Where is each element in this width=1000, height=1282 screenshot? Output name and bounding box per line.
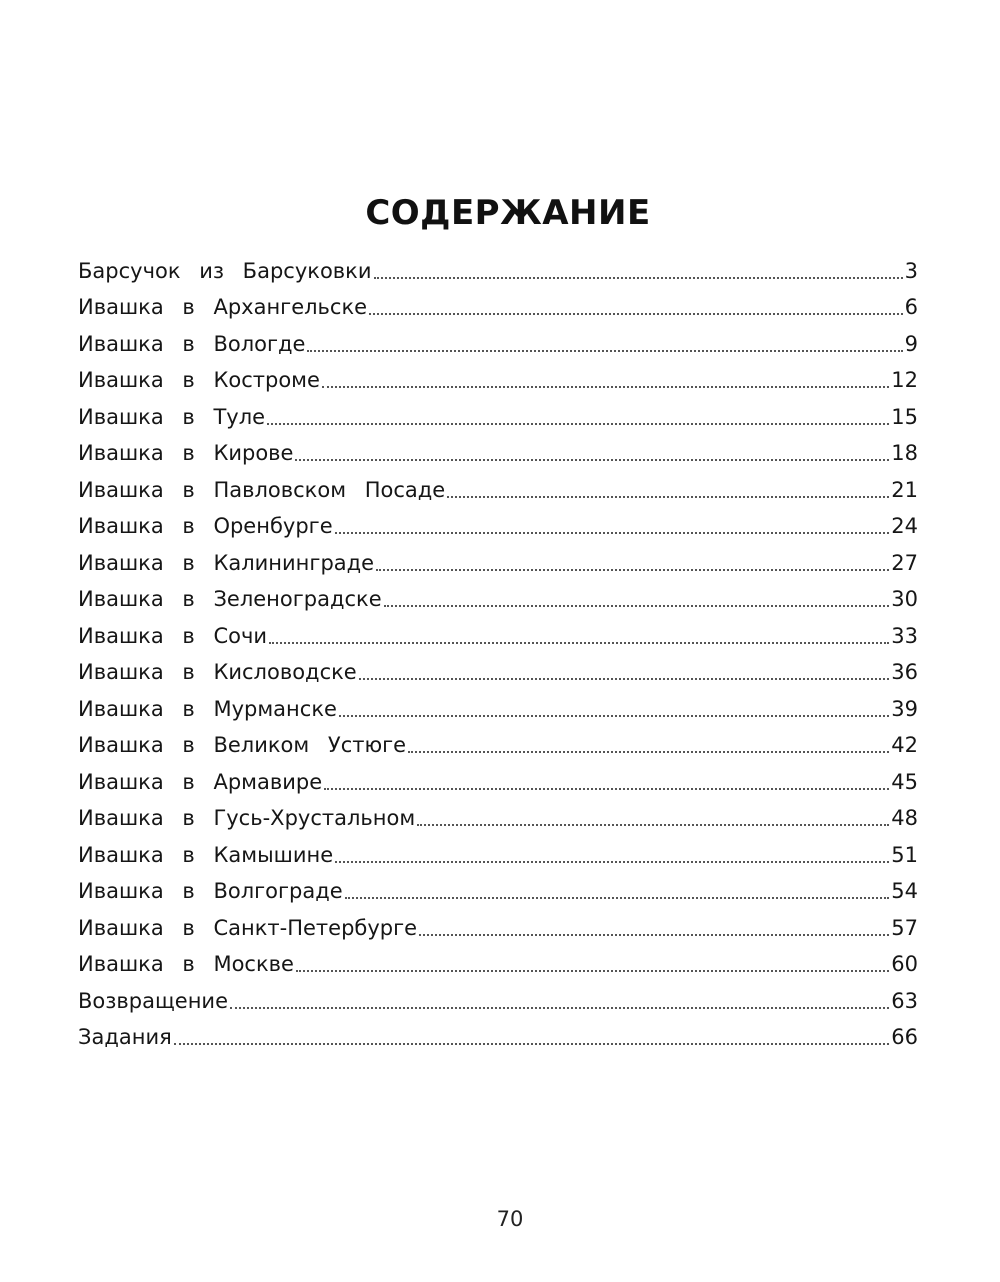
toc-entry-page: 54	[891, 879, 918, 903]
toc-entry-page: 30	[891, 587, 918, 611]
dot-leader	[447, 496, 889, 498]
toc-entry-title: Барсучок из Барсуковки	[78, 258, 372, 283]
dot-leader	[417, 824, 889, 826]
toc-entry[interactable]	[78, 468, 918, 505]
toc-entry[interactable]	[78, 578, 918, 615]
table-of-contents	[78, 249, 918, 1052]
toc-entry-title: Ивашка в Армавире	[78, 769, 323, 794]
toc-entry-title: Ивашка в Павловском Посаде	[78, 477, 446, 502]
toc-entry-title: Ивашка в Гусь-Хрустальном	[78, 806, 416, 830]
toc-entry-page: 15	[891, 404, 918, 429]
toc-entry-page: 36	[891, 660, 918, 684]
toc-entry-page: 18	[891, 441, 918, 465]
toc-entry-page: 57	[891, 915, 918, 940]
toc-entry-title: Ивашка в Москве	[78, 952, 294, 976]
dot-leader	[339, 715, 889, 717]
dot-leader	[295, 459, 889, 461]
dot-leader	[296, 970, 889, 972]
dot-leader	[408, 751, 889, 753]
dot-leader	[269, 642, 889, 644]
toc-entry-page: 33	[891, 623, 918, 648]
toc-entry-page: 48	[891, 806, 918, 830]
dot-leader	[369, 313, 903, 315]
toc-entry-title: Ивашка в Мурманске	[78, 696, 337, 721]
toc-entry-page: 24	[891, 514, 918, 538]
dot-leader	[359, 678, 890, 680]
toc-entry-page: 66	[891, 1025, 918, 1049]
toc-entry[interactable]	[78, 359, 918, 396]
page-title: СОДЕРЖАНИЕ	[365, 192, 651, 233]
toc-entry-page: 42	[891, 733, 918, 757]
toc-entry[interactable]	[78, 322, 918, 359]
dot-leader	[335, 532, 890, 534]
toc-entry-title: Ивашка в Камышине	[78, 842, 334, 867]
dot-leader	[345, 897, 890, 899]
toc-entry[interactable]	[78, 286, 918, 323]
toc-entry-title: Ивашка в Зеленоградске	[78, 587, 382, 611]
toc-entry-title: Ивашка в Архангельске	[78, 295, 368, 319]
toc-entry[interactable]	[78, 833, 918, 870]
dot-leader	[335, 861, 889, 863]
dot-leader	[174, 1043, 890, 1045]
dot-leader	[384, 605, 890, 607]
dot-leader	[322, 386, 889, 388]
dot-leader	[374, 277, 903, 279]
toc-entry-page: 21	[891, 477, 918, 502]
toc-entry-title: Ивашка в Санкт-Петербурге	[78, 915, 418, 940]
toc-entry-title: Ивашка в Кисловодске	[78, 660, 357, 684]
toc-entry[interactable]	[78, 249, 918, 286]
dot-leader	[324, 788, 889, 790]
toc-entry[interactable]	[78, 870, 918, 907]
toc-entry-title: Ивашка в Сочи	[78, 623, 268, 648]
toc-entry-page: 39	[891, 696, 918, 721]
toc-entry[interactable]	[78, 395, 918, 432]
toc-entry[interactable]	[78, 906, 918, 943]
toc-entry-title: Ивашка в Великом Устюге	[78, 733, 407, 757]
toc-entry[interactable]	[78, 651, 918, 688]
toc-entry-page: 3	[904, 258, 918, 283]
toc-entry-title: Ивашка в Оренбурге	[78, 514, 333, 538]
toc-entry-title: Ивашка в Волгограде	[78, 879, 343, 903]
toc-entry[interactable]	[78, 505, 918, 542]
dot-leader	[419, 934, 889, 936]
toc-entry-title: Ивашка в Кирове	[78, 441, 294, 465]
toc-entry-page: 51	[891, 842, 918, 867]
toc-entry-page: 60	[891, 952, 918, 976]
toc-entry-title: Возвращение	[78, 988, 228, 1013]
toc-entry[interactable]	[78, 687, 918, 724]
toc-entry[interactable]	[78, 979, 918, 1016]
dot-leader	[230, 1007, 889, 1009]
toc-entry[interactable]	[78, 724, 918, 761]
toc-entry[interactable]	[78, 1016, 918, 1053]
dot-leader	[307, 350, 902, 352]
toc-entry-page: 6	[904, 295, 918, 319]
toc-entry[interactable]	[78, 541, 918, 578]
toc-entry[interactable]	[78, 760, 918, 797]
toc-entry-title: Ивашка в Вологде	[78, 331, 306, 356]
toc-entry-page: 9	[904, 331, 918, 356]
toc-entry-title: Ивашка в Туле	[78, 404, 266, 429]
toc-entry-page: 45	[891, 769, 918, 794]
toc-entry[interactable]	[78, 797, 918, 834]
toc-entry-title: Ивашка в Костроме	[78, 368, 320, 392]
toc-entry-page: 63	[891, 988, 918, 1013]
page-number: 70	[496, 1207, 524, 1231]
toc-entry-title: Задания	[78, 1025, 172, 1049]
dot-leader	[267, 423, 889, 425]
toc-entry-page: 27	[891, 550, 918, 575]
toc-entry[interactable]	[78, 614, 918, 651]
toc-entry-page: 12	[891, 368, 918, 392]
toc-entry[interactable]	[78, 943, 918, 980]
toc-entry[interactable]	[78, 432, 918, 469]
dot-leader	[376, 569, 889, 571]
toc-entry-title: Ивашка в Калининграде	[78, 550, 375, 575]
